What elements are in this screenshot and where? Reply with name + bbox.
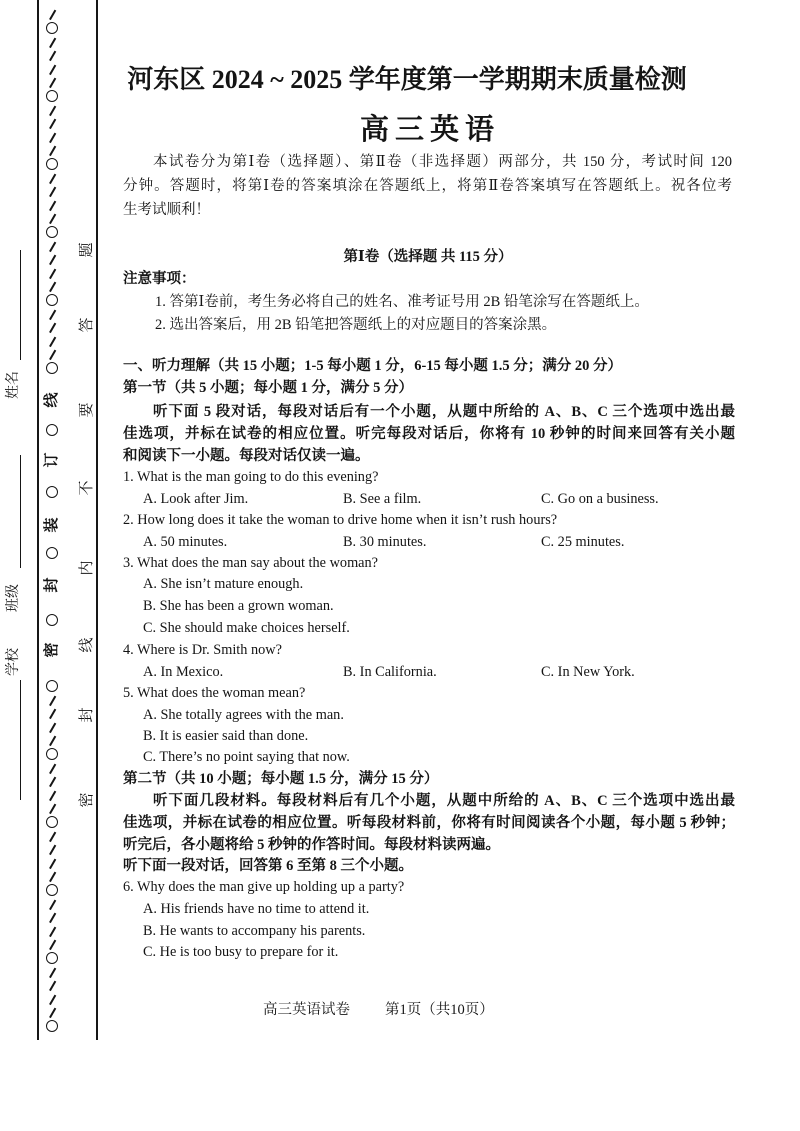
binding-slash-mark (49, 926, 56, 936)
binding-slash-mark (49, 64, 56, 74)
binding-circle-mark (46, 22, 58, 34)
binding-slash-mark (49, 309, 56, 319)
binding-circle-mark (46, 547, 58, 559)
binding-circle-mark (46, 226, 58, 238)
question-stem: 3. What does the man say about the woman? (123, 555, 379, 571)
answer-option: B. In California. (343, 664, 437, 680)
intro-line: 生考试顺利！ (123, 202, 210, 218)
binding-slash-mark (49, 350, 56, 360)
binding-slash-mark (49, 1008, 56, 1018)
binding-slash-mark (49, 37, 56, 47)
answer-option: B. See a film. (343, 491, 422, 507)
notes-heading: 注意事项： (123, 271, 196, 287)
binding-slash-mark (49, 845, 56, 855)
section2-instruction-line: 听完后，各小题将给 5 秒钟的作答时间。每段材料读两遍。 (123, 837, 500, 853)
binding-slash-mark (49, 722, 56, 732)
binding-slash-mark (49, 241, 56, 251)
listening-heading: 一、听力理解（共 15 小题；1-5 每小题 1 分，6-15 每小题 1.5 分；满分 20 分） (123, 358, 623, 374)
binding-slash-mark (49, 763, 56, 773)
binding-slash-mark (49, 173, 56, 183)
answer-option: C. 25 minutes. (541, 534, 625, 550)
section2-heading: 第二节（共 10 小题；每小题 1.5 分，满分 15 分） (123, 771, 439, 787)
binding-slash-mark (49, 187, 56, 197)
answer-option: C. In New York. (541, 664, 635, 680)
binding-circle-mark (46, 90, 58, 102)
binding-slash-mark (49, 214, 56, 224)
seal-label-zhuang: 装 (44, 517, 60, 533)
binding-slash-mark (49, 913, 56, 923)
binding-slash-mark (49, 967, 56, 977)
binding-slash-mark (49, 78, 56, 88)
field-label-school: 学校 (6, 648, 21, 676)
name-blank-line (20, 250, 21, 360)
notice-char: 密 (79, 792, 95, 808)
footer-page-number: 第1页（共10页） (385, 1002, 494, 1018)
exam-title: 河东区 2024 ~ 2025 学年度第一学期期末质量检测 (127, 65, 687, 94)
question-stem: 2. How long does it take the woman to drive home when it isn’t rush hours? (123, 512, 558, 528)
section1-instruction-line: 和阅读下一小题。每段对话仅读一遍。 (123, 448, 370, 464)
binding-slash-mark (49, 872, 56, 882)
notice-char: 封 (79, 707, 95, 723)
answer-option: A. She isn’t mature enough. (143, 576, 304, 592)
notice-char: 题 (79, 242, 95, 258)
question-stem: 5. What does the woman mean? (123, 685, 306, 701)
notice-char: 答 (79, 317, 95, 333)
answer-option: B. It is easier said than done. (143, 728, 309, 744)
section1-heading: 第一节（共 5 小题；每小题 1 分，满分 5 分） (123, 380, 413, 396)
subject-title: 高三英语 (359, 114, 500, 146)
binding-slash-mark (49, 831, 56, 841)
note-item: 2. 选出答案后，用 2B 铅笔把答题纸上的对应题目的答案涂黑。 (155, 317, 557, 333)
answer-option: C. There’s no point saying that now. (143, 749, 350, 765)
binding-slash-mark (49, 132, 56, 142)
question-stem: 1. What is the man going to do this evening? (123, 469, 379, 485)
binding-slash-mark (49, 323, 56, 333)
seal-label-mi: 密 (44, 642, 60, 658)
binding-slash-mark (49, 709, 56, 719)
answer-option: B. She has been a grown woman. (143, 598, 334, 614)
binding-circle-mark (46, 680, 58, 692)
seal-label-feng: 封 (44, 577, 60, 593)
seal-label-xian: 线 (44, 392, 60, 408)
answer-option: B. 30 minutes. (343, 534, 427, 550)
binding-circle-mark (46, 294, 58, 306)
binding-slash-mark (49, 777, 56, 787)
binding-slash-mark (49, 736, 56, 746)
binding-slash-mark (49, 268, 56, 278)
section2-lead: 听下面一段对话，回答第 6 至第 8 三个小题。 (123, 858, 413, 874)
binding-circle-mark (46, 748, 58, 760)
section2-instruction-line: 听下面几段材料。每段材料后有几个小题，从题中所给的 A、B、C 三个选项中选出最 (153, 793, 735, 809)
footer-subject: 高三英语试卷 (263, 1002, 350, 1018)
binding-slash-mark (49, 695, 56, 705)
binding-slash-mark (49, 105, 56, 115)
class-blank-line (20, 455, 21, 568)
field-label-class: 班级 (6, 584, 21, 612)
part1-heading: 第Ⅰ卷（选择题 共 115 分） (343, 249, 513, 265)
binding-circle-mark (46, 884, 58, 896)
intro-line: 分钟。答题时，将第Ⅰ卷的答案填涂在答题纸上，将第Ⅱ卷答案填写在答题纸上。祝各位考 (123, 178, 732, 194)
binding-circle-mark (46, 424, 58, 436)
question-stem: 6. Why does the man give up holding up a party? (123, 879, 405, 895)
binding-rule-inner (96, 0, 98, 1040)
binding-slash-mark (49, 899, 56, 909)
note-item: 1. 答第Ⅰ卷前，考生务必将自己的姓名、准考证号用 2B 铅笔涂写在答题纸上。 (155, 294, 649, 310)
seal-label-ding: 订 (44, 452, 60, 468)
binding-circle-mark (46, 952, 58, 964)
binding-slash-mark (49, 336, 56, 346)
answer-option: A. In Mexico. (143, 664, 224, 680)
binding-slash-mark (49, 255, 56, 265)
school-blank-line (20, 680, 21, 800)
binding-slash-mark (49, 940, 56, 950)
binding-slash-mark (49, 804, 56, 814)
answer-option: A. Look after Jim. (143, 491, 249, 507)
binding-slash-mark (49, 282, 56, 292)
answer-option: A. 50 minutes. (143, 534, 228, 550)
field-label-name: 姓名 (6, 371, 21, 399)
binding-slash-mark (49, 858, 56, 868)
notice-char: 内 (79, 560, 95, 576)
answer-option: C. She should make choices herself. (143, 620, 350, 636)
intro-line: 本试卷分为第Ⅰ卷（选择题）、第Ⅱ卷（非选择题）两部分，共 150 分，考试时间 120 (153, 154, 732, 170)
binding-circle-mark (46, 362, 58, 374)
binding-slash-mark (49, 146, 56, 156)
answer-option: A. She totally agrees with the man. (143, 707, 344, 723)
binding-slash-mark (49, 10, 56, 20)
binding-circle-mark (46, 816, 58, 828)
binding-circle-mark (46, 614, 58, 626)
binding-circle-mark (46, 1020, 58, 1032)
notice-char: 线 (79, 637, 95, 653)
notice-char: 要 (79, 402, 95, 418)
binding-slash-mark (49, 51, 56, 61)
answer-option: B. He wants to accompany his parents. (143, 923, 366, 939)
answer-option: C. He is too busy to prepare for it. (143, 944, 339, 960)
answer-option: A. His friends have no time to attend it. (143, 901, 370, 917)
section1-instruction-line: 佳选项，并标在试卷的相应位置。听完每段对话后，你将有 10 秒钟的时间来回答有关小题 (123, 426, 735, 442)
binding-slash-mark (49, 200, 56, 210)
section2-instruction-line: 佳选项，并标在试卷的相应位置。听每段材料前，你将有时间阅读各个小题，每小题 5 秒钟； (123, 815, 735, 831)
section1-instruction-line: 听下面 5 段对话，每段对话后有一个小题，从题中所给的 A、B、C 三个选项中选出最 (153, 404, 735, 420)
binding-rule-outer (37, 0, 39, 1040)
binding-slash-mark (49, 981, 56, 991)
notice-char: 不 (79, 480, 95, 496)
binding-slash-mark (49, 119, 56, 129)
binding-circle-mark (46, 158, 58, 170)
binding-slash-mark (49, 790, 56, 800)
answer-option: C. Go on a business. (541, 491, 659, 507)
binding-slash-mark (49, 994, 56, 1004)
binding-circle-mark (46, 486, 58, 498)
question-stem: 4. Where is Dr. Smith now? (123, 642, 282, 658)
